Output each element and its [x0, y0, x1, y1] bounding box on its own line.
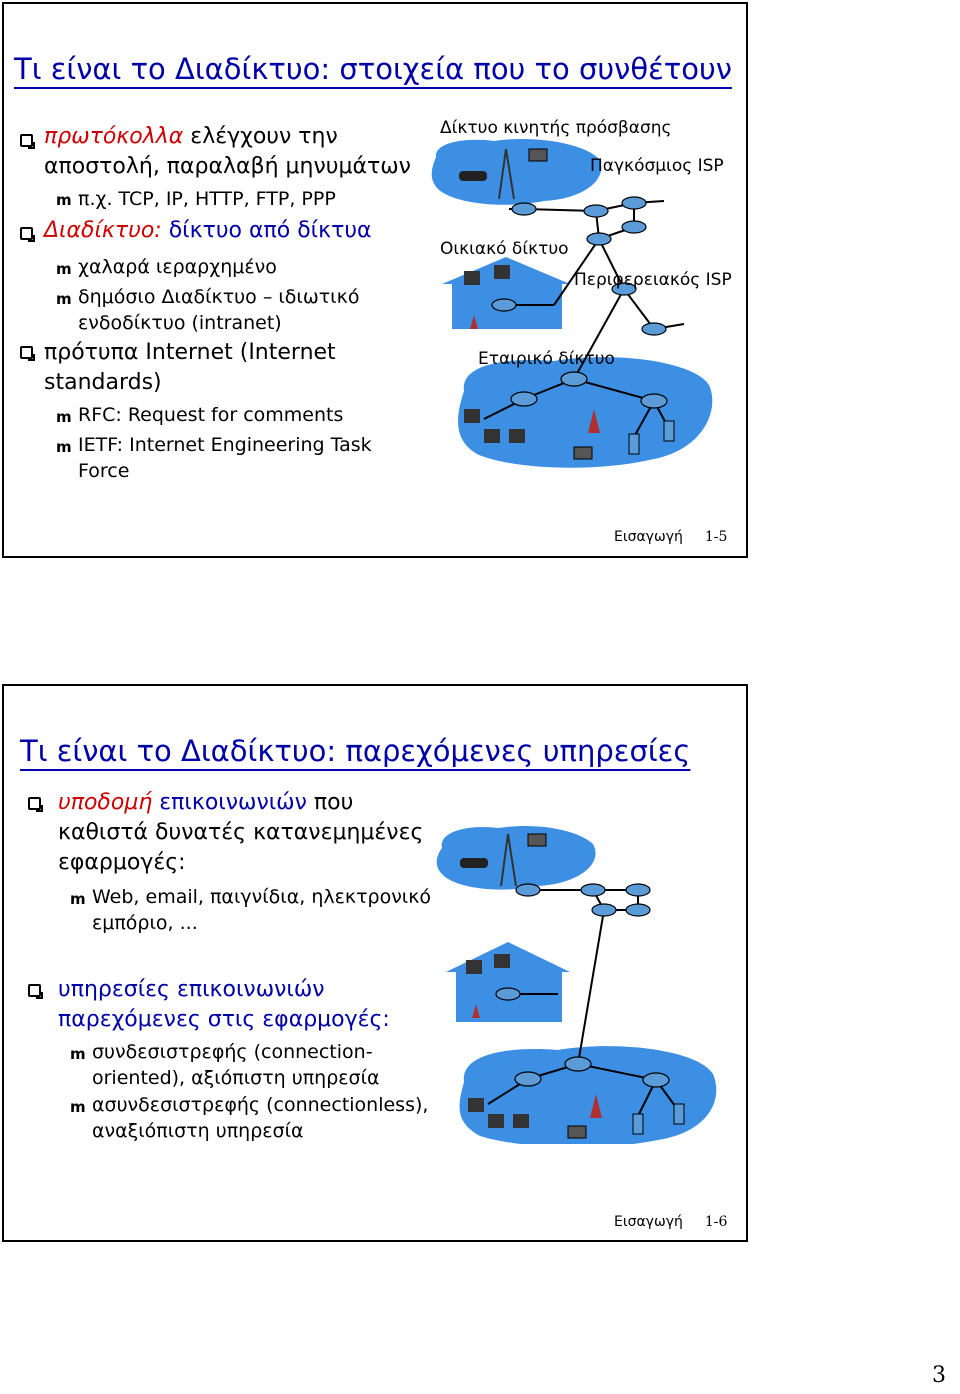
computer-icon — [513, 1114, 529, 1128]
sub-bullet-icon: m — [56, 408, 72, 426]
mobile-network-cloud — [432, 139, 601, 205]
label-home-network: Οικιακό δίκτυο — [440, 239, 569, 259]
bullet-communication-services: υπηρεσίες επικοινωνιών παρεχόμενες στις εφαρμογές: — [58, 977, 390, 1032]
sub-bullet-public-private: δημόσιο Διαδίκτυο – ιδιωτικό ενδοδίκτυο (intranet) — [78, 286, 360, 334]
sub-bullet-rfc: RFC: Request for comments — [78, 404, 344, 426]
server-icon — [629, 434, 639, 454]
label-regional-isp: Περιφερειακός ISP — [574, 270, 732, 290]
footer-label: Εισαγωγή — [614, 529, 683, 545]
sub-bullet-examples: π.χ. TCP, IP, HTTP, FTP, PPP — [78, 188, 336, 210]
bullet-text-continued: αποστολή, παραλαβή μηνυμάτων — [44, 154, 411, 179]
car-icon — [460, 858, 488, 868]
sub-bullet-icon: m — [70, 890, 86, 908]
checkbox-bullet-icon — [20, 134, 33, 147]
computer-icon — [464, 409, 480, 423]
laptop-icon — [529, 149, 547, 161]
laptop-icon — [528, 834, 546, 846]
computer-icon — [468, 1098, 484, 1112]
server-icon — [664, 421, 674, 441]
sub-bullet-ietf: IETF: Internet Engineering Task Force — [78, 434, 372, 482]
sub-bullet-icon: m — [56, 191, 72, 209]
sub-bullet-icon: m — [56, 290, 72, 308]
bullet-standards: πρότυπα Internet (Internet standards) — [44, 340, 336, 395]
footer-slide-number: 1-6 — [704, 1214, 728, 1230]
sub-bullet-icon: m — [56, 438, 72, 456]
bullet-highlight: Διαδίκτυο: — [44, 218, 162, 243]
computer-icon — [464, 271, 480, 285]
label-mobile-network: Δίκτυο κινητής πρόσβασης — [440, 118, 672, 138]
sub-bullet-applications: Web, email, παιγνίδια, ηλεκτρονικό εμπόριο, ... — [92, 886, 432, 934]
bullet-highlight: πρωτόκολλα — [44, 124, 184, 149]
server-icon — [674, 1104, 684, 1124]
computer-icon — [494, 954, 510, 968]
laptop-icon — [568, 1126, 586, 1138]
internet-topology-diagram — [424, 129, 744, 474]
computer-icon — [509, 429, 525, 443]
sub-bullet-hierarchical: χαλαρά ιεραρχημένο — [78, 256, 277, 278]
bullet-text: ελέγχουν την — [183, 124, 338, 149]
slide-footer — [614, 529, 727, 545]
bullet-text: δίκτυο από δίκτυα — [161, 218, 372, 243]
page-number: 3 — [932, 1363, 946, 1388]
label-global-isp: Παγκόσμιος ISP — [590, 156, 724, 176]
slide-title: Τι είναι το Διαδίκτυο: στοιχεία που το συνθέτουν — [14, 52, 732, 86]
sub-bullet-icon: m — [70, 1098, 86, 1116]
checkbox-bullet-icon — [28, 984, 41, 997]
computer-icon — [466, 960, 482, 974]
sub-bullet-icon: m — [56, 260, 72, 278]
car-icon — [459, 171, 487, 181]
bullet-protocols — [44, 122, 411, 182]
slide-title: Τι είναι το Διαδίκτυο: παρεχόμενες υπηρεσίες — [20, 734, 691, 768]
checkbox-bullet-icon — [28, 797, 41, 810]
label-corporate-network: Εταιρικό δίκτυο — [478, 349, 615, 369]
bullet-highlight: υποδομή — [58, 790, 153, 815]
computer-icon — [484, 429, 500, 443]
bullet-text: που — [306, 790, 354, 815]
sub-bullet-connectionless: ασυνδεσιστρεφής (connectionless), αναξιόπιστη υπηρεσία — [92, 1094, 429, 1142]
bullet-highlight-text: επικοινωνιών — [152, 790, 307, 815]
computer-icon — [488, 1114, 504, 1128]
slide-1-6 — [2, 684, 748, 1242]
checkbox-bullet-icon — [20, 227, 33, 240]
laptop-icon — [574, 447, 592, 459]
footer-label: Εισαγωγή — [614, 1214, 683, 1230]
computer-icon — [494, 265, 510, 279]
bullet-network-of-networks — [44, 216, 372, 246]
sub-bullet-icon: m — [70, 1045, 86, 1063]
bullet-infrastructure: υποδομή επικοινωνιών που καθιστά δυνατές κατανεμημένες εφαρμογές: — [58, 790, 424, 875]
slide-1-5 — [2, 2, 748, 558]
server-icon — [633, 1114, 643, 1134]
internet-topology-diagram — [428, 814, 734, 1144]
slide-footer — [614, 1214, 727, 1230]
sub-bullet-connection-oriented: συνδεσιστρεφής (connection- oriented), αξιόπιστη υπηρεσία — [92, 1041, 380, 1089]
checkbox-bullet-icon — [20, 346, 33, 359]
mobile-network-cloud — [437, 826, 596, 890]
footer-slide-number: 1-5 — [704, 529, 728, 545]
